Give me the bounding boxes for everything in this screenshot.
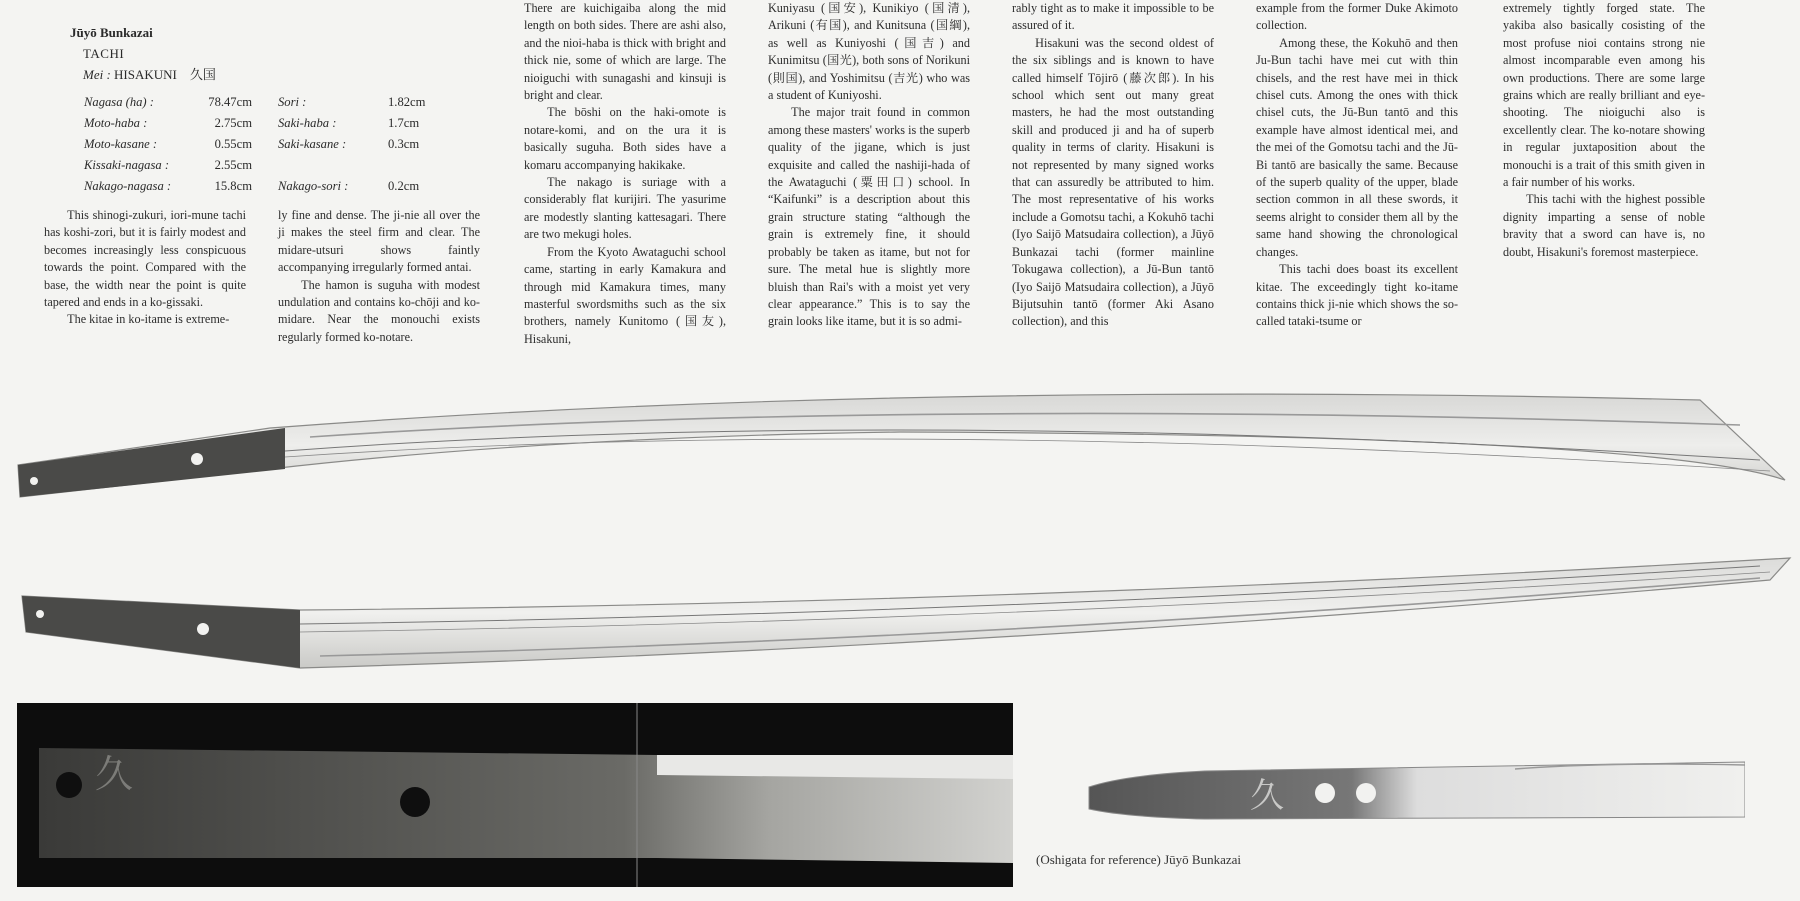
mei-label: Mei :	[83, 67, 111, 82]
spec-value: 0.3cm	[388, 137, 420, 151]
paragraph: rably tight as to make it impossible to be assured of it.	[1012, 1, 1214, 33]
paragraph: This tachi does boast its excellent kitae. The exceedingly tight ko-itame contains thick ji-nie which shows the so-called tataki-tsume or	[1256, 262, 1458, 329]
text-column-7	[1503, 0, 1705, 261]
mekugi-hole	[400, 787, 430, 817]
mekugi-hole	[36, 610, 44, 618]
mekugi-hole	[1315, 783, 1335, 803]
spec-value	[388, 155, 418, 176]
mekugi-hole	[1356, 783, 1376, 803]
oshigata-outline	[1089, 762, 1745, 819]
mei-value: HISAKUNI 久国	[114, 67, 216, 82]
spec-label: Sori :	[278, 95, 307, 109]
paragraph: The major trait found in common among these masters' works is the superb quality of the jigane, which is just exquisite and called the nashiji-hada of the Awataguchi (粟田口) school. In “Kaifunki” is a description about this grain structure stating “although the grain is extremely fine, it should probably be taken as itame, but not for sure. The metal hue is slightly more bluish than Rai's with a moist yet very clear appearance.” This is to say the grain looks like itame, but it is so admi-	[768, 105, 970, 329]
spec-label: Saki-haba :	[278, 116, 337, 130]
mekugi-hole	[197, 623, 209, 635]
item-header	[70, 22, 480, 85]
spec-value: 78.47cm	[208, 95, 252, 109]
text-column-4	[768, 0, 970, 331]
paragraph: The kitae in ko-itame is extreme-	[67, 312, 230, 327]
sword-image-omote	[0, 385, 1800, 505]
paragraph: The nakago is suriage with a considerably flat kurijiri. The yasurime are modestly slanting kattesagari. There are two mekugi holes.	[524, 175, 726, 242]
sword-type: TACHI	[83, 46, 125, 61]
text-column-5	[1012, 0, 1214, 331]
spec-label: Moto-haba :	[84, 116, 148, 130]
spec-label	[278, 155, 388, 176]
tang-shape	[22, 596, 300, 668]
paragraph: Among these, the Kokuhō and then Ju-Bun tachi have mei cut with thin chisels, and the rest have mei in thick chisel cuts. Among the ones with thick chisel cuts, the Jū-Bun tantō and this example have almost identical mei, and the mei of the Gomotsu tachi and the Jū-Bi tantō are basically the same. Because of the superb quality of the upper, blade section common in all these swords, it seems alright to consider them all by the same hand showing the chronological changes.	[1256, 35, 1458, 259]
mekugi-hole	[30, 477, 38, 485]
engraved-signature: 久	[95, 754, 134, 796]
text-column-2	[278, 207, 480, 346]
spec-label: Moto-kasane :	[84, 137, 158, 151]
habaki-edge	[657, 755, 1013, 779]
spec-value: 1.82cm	[388, 95, 426, 109]
mekugi-hole	[56, 772, 82, 798]
sword-image-ura	[0, 548, 1800, 678]
spec-label: Nakago-nagasa :	[84, 179, 172, 193]
spec-value: 0.2cm	[388, 179, 420, 193]
engraved-signature: 久	[1250, 778, 1284, 815]
spec-label: Kissaki-nagasa :	[84, 158, 170, 172]
paragraph: This shinogi-zukuri, iori-mune tachi has koshi-zori, but it is fairly modest and becomes increasingly less conspicuous towards the point. Compared with the base, the width near the point is quite tapered and ends in a ko-gissaki.	[44, 208, 246, 310]
mekugi-hole	[191, 453, 203, 465]
spec-label: Saki-kasane :	[278, 137, 347, 151]
designation-heading: Jūyō Bunkazai	[70, 25, 153, 40]
specs-left	[84, 92, 252, 197]
text-column-1	[44, 207, 246, 329]
paragraph: There are kuichigaiba along the mid length on both sides. There are ashi also, and the nioi-haba is thick with bright and thick nie, some of which are large. The nioiguchi with sunagashi and kinsuji is bright and clear.	[524, 1, 726, 103]
paragraph: ly fine and dense. The ji-nie all over the ji makes the steel firm and clear. The midare-utsuri shows faintly accompanying irregularly formed antai.	[278, 208, 480, 275]
paragraph: Hisakuni was the second oldest of the six siblings and is known to have called himself Tōjirō (藤次郎). In his school which sent out many great masters, he had the most outstanding skill and produced ji and ha of superb quality in terms of clarity. Hisakuni is not represented by many signed works that can assuredly be attributed to him. The most representative of his works include a Gomotsu tachi, a Kokuhō tachi (Iyo Saijō Matsudaira collection), a Jūyō Bunkazai tachi (former mainline Tokugawa collection), a Jū-Bun tantō (Iyo Saijō Matsudaira collection), a Jūyō Bijutsuhin tantō (former Aki Asano collection), and this	[1012, 35, 1214, 329]
tang-shape	[18, 428, 285, 497]
spec-label: Nakago-sori :	[278, 179, 349, 193]
spec-value: 2.55cm	[214, 158, 252, 172]
specs-right	[278, 92, 426, 197]
paragraph: The bōshi on the haki-omote is notare-komi, and on the ura it is basically suguha. Both sides have a komaru accompanying hakikake.	[524, 105, 726, 172]
image-caption: (Oshigata for reference) Jūyō Bunkazai	[1036, 852, 1242, 867]
oshigata-reference-image	[1085, 757, 1745, 827]
paragraph: From the Kyoto Awataguchi school came, starting in early Kamakura and through mid Kamakura times, many masterful swordsmiths such as the six brothers, namely Kunitomo (国友), Hisakuni,	[524, 244, 726, 346]
spec-value: 0.55cm	[214, 137, 252, 151]
text-column-6	[1256, 0, 1458, 331]
paragraph: This tachi with the highest possible dignity imparting a sense of noble bravity that a sword can have is, no doubt, Hisakuni's foremost masterpiece.	[1503, 192, 1705, 259]
paragraph: extremely tightly forged state. The yakiba also basically cosisting of the most profuse nioi contains strong nie almost incomparable even among his own productions. There are some large grains which are really brilliant and eye-shooting. The nioiguchi also is excellently clear. The ko-notare showing in regular juxtaposition about the monouchi is a trait of this smith given in a fair number of his works.	[1503, 1, 1705, 190]
mei-line	[83, 64, 480, 85]
paragraph: The hamon is suguha with modest undulation and contains ko-chōji and ko-midare. Near the monouchi exists regularly formed ko-notare.	[278, 277, 480, 344]
spec-value: 2.75cm	[214, 116, 252, 130]
paragraph: example from the former Duke Akimoto collection.	[1256, 1, 1458, 33]
spec-value: 1.7cm	[388, 116, 420, 130]
tang-closeup-photo	[17, 703, 1013, 887]
spec-value: 15.8cm	[214, 179, 252, 193]
text-column-3	[524, 0, 726, 348]
spec-label: Nagasa (ha) :	[84, 95, 154, 109]
paragraph: Kuniyasu (国安), Kunikiyo (国清), Arikuni (有国), and Kunitsuna (国綱), as well as Kuniyoshi (国吉) and Kunimitsu (国光), both sons of Norikuni (則国), and Yoshimitsu (吉光) who was a student of Kuniyoshi.	[768, 1, 970, 103]
